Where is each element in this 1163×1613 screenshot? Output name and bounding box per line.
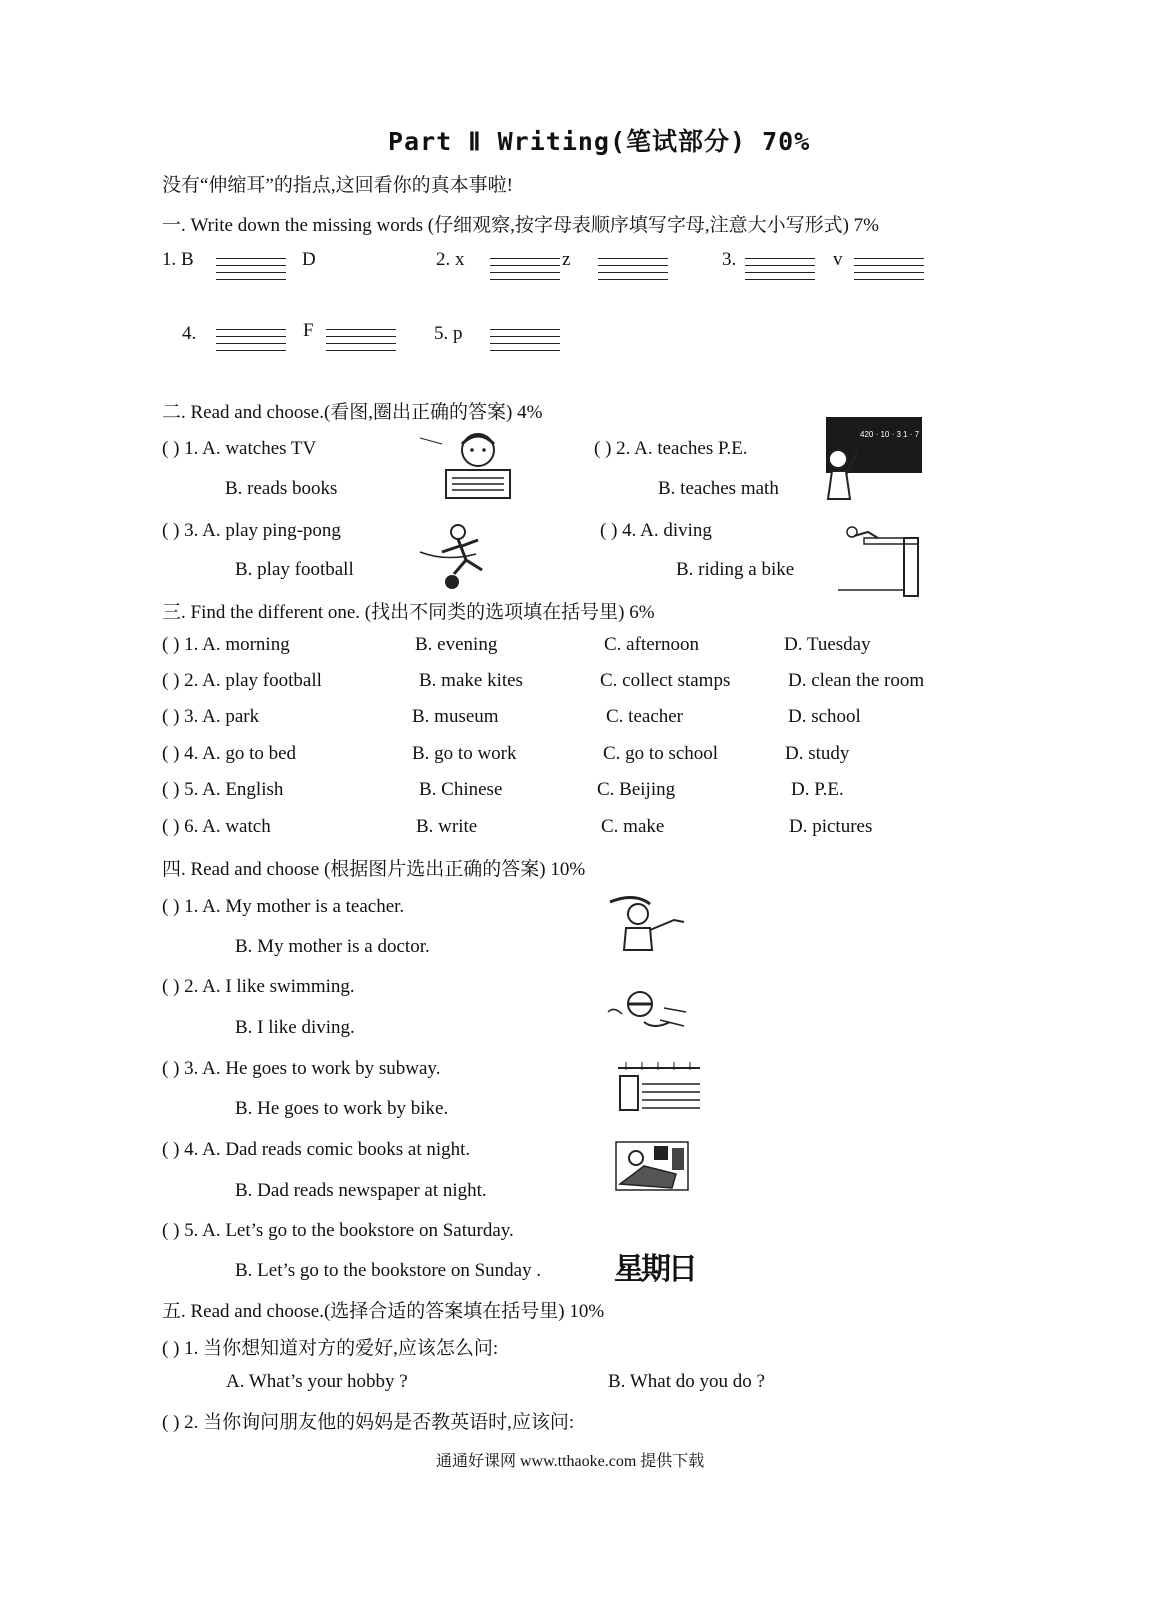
section-3-heading: 三. Find the different one. (找出不同类的选项填在括号里) 6% [162, 602, 655, 623]
blank-lines[interactable] [216, 258, 286, 284]
s3-row-1-a: ( ) 1. A. morning [162, 634, 290, 655]
s4-q5-b: B. Let’s go to the bookstore on Sunday . [235, 1260, 542, 1281]
s3-row-4-a: ( ) 4. A. go to bed [162, 743, 297, 764]
s1-q2-letter: z [562, 249, 571, 270]
tv-watching-picture [416, 430, 528, 502]
blank-lines[interactable] [490, 258, 560, 284]
s2-q4-a: ( ) 4. A. diving [600, 520, 712, 541]
s3-row-6-c: C. make [601, 816, 665, 837]
s5-q1-option-a: A. What’s your hobby ? [226, 1371, 408, 1392]
section-1-heading: 一. Write down the missing words (仔细观察,按字母表顺序填写字母,注意大小写形式) 7% [162, 215, 879, 236]
section-4-heading: 四. Read and choose (根据图片选出正确的答案) 10% [162, 859, 586, 880]
s4-q2-b: B. I like diving. [235, 1017, 355, 1038]
s3-row-4-b: B. go to work [412, 743, 517, 764]
football-picture [416, 522, 508, 590]
s3-row-3-b: B. museum [412, 706, 499, 727]
swimming-picture [604, 982, 690, 1032]
s2-q2-b: B. teaches math [658, 478, 779, 499]
s3-row-5-b: B. Chinese [419, 779, 503, 800]
s5-q1-option-b: B. What do you do ? [608, 1371, 765, 1392]
section-2-heading: 二. Read and choose.(看图,圈出正确的答案) 4% [162, 402, 543, 423]
s1-q4-label: 4. [182, 323, 197, 344]
s4-q3-b: B. He goes to work by bike. [235, 1098, 449, 1119]
s3-row-5-a: ( ) 5. A. English [162, 779, 284, 800]
s4-q1-b: B. My mother is a doctor. [235, 936, 430, 957]
diving-picture [834, 520, 924, 598]
s1-q1-letter: D [302, 249, 316, 270]
s5-q2: ( ) 2. 当你询问朋友他的妈妈是否教英语时,应该问: [162, 1412, 575, 1433]
s3-row-2-d: D. clean the room [788, 670, 925, 691]
intro-text: 没有“伸缩耳”的指点,这回看你的真本事啦! [162, 175, 513, 196]
s3-row-5-d: D. P.E. [791, 779, 844, 800]
s3-row-3-d: D. school [788, 706, 861, 727]
s3-row-2-a: ( ) 2. A. play football [162, 670, 322, 691]
s2-q1-b: B. reads books [225, 478, 338, 499]
s4-q5-a: ( ) 5. A. Let’s go to the bookstore on Saturday. [162, 1220, 514, 1241]
page-footer: 通通好课网 www.tthaoke.com 提供下载 [436, 1453, 705, 1470]
s3-row-6-b: B. write [416, 816, 478, 837]
s3-row-1-c: C. afternoon [604, 634, 699, 655]
s4-q1-a: ( ) 1. A. My mother is a teacher. [162, 896, 405, 917]
s2-q4-b: B. riding a bike [676, 559, 795, 580]
s1-q3-label: 3. [722, 249, 737, 270]
blank-lines[interactable] [326, 329, 396, 355]
reading-newspaper-picture [614, 1140, 690, 1192]
s2-q3-b: B. play football [235, 559, 354, 580]
board-text: 420 · 10 · 3 1 · 7 [860, 430, 920, 439]
s3-row-2-c: C. collect stamps [600, 670, 731, 691]
sunday-sign: 星期日 [614, 1252, 695, 1287]
blank-lines[interactable] [216, 329, 286, 355]
blank-lines[interactable] [490, 329, 560, 355]
s3-row-2-b: B. make kites [419, 670, 523, 691]
s2-q1-a: ( ) 1. A. watches TV [162, 438, 317, 459]
s1-q2-label: 2. x [436, 249, 465, 270]
s3-row-1-b: B. evening [415, 634, 498, 655]
s3-row-6-d: D. pictures [789, 816, 873, 837]
page-title: Part Ⅱ Writing(笔试部分) 70% [388, 127, 811, 156]
s1-q3-letter: v [833, 249, 843, 270]
subway-picture [616, 1060, 702, 1114]
s3-row-6-a: ( ) 6. A. watch [162, 816, 271, 837]
s4-q3-a: ( ) 3. A. He goes to work by subway. [162, 1058, 441, 1079]
s5-q1: ( ) 1. 当你想知道对方的爱好,应该怎么问: [162, 1338, 499, 1359]
blank-lines[interactable] [745, 258, 815, 284]
s1-q1-label: 1. B [162, 249, 194, 270]
s3-row-1-d: D. Tuesday [784, 634, 871, 655]
blank-lines[interactable] [598, 258, 668, 284]
s3-row-4-d: D. study [785, 743, 850, 764]
s3-row-5-c: C. Beijing [597, 779, 676, 800]
s1-q4-letter: F [303, 320, 314, 341]
s2-q3-a: ( ) 3. A. play ping-pong [162, 520, 341, 541]
s3-row-4-c: C. go to school [603, 743, 719, 764]
s4-q4-b: B. Dad reads newspaper at night. [235, 1180, 487, 1201]
s4-q4-a: ( ) 4. A. Dad reads comic books at night. [162, 1139, 471, 1160]
blank-lines[interactable] [854, 258, 924, 284]
doctor-picture [604, 894, 690, 954]
s3-row-3-a: ( ) 3. A. park [162, 706, 260, 727]
s1-q5-label: 5. p [434, 323, 463, 344]
s4-q2-a: ( ) 2. A. I like swimming. [162, 976, 355, 997]
math-teacher-picture [818, 415, 924, 501]
s2-q2-a: ( ) 2. A. teaches P.E. [594, 438, 748, 459]
section-5-heading: 五. Read and choose.(选择合适的答案填在括号里) 10% [162, 1301, 605, 1322]
s3-row-3-c: C. teacher [606, 706, 684, 727]
